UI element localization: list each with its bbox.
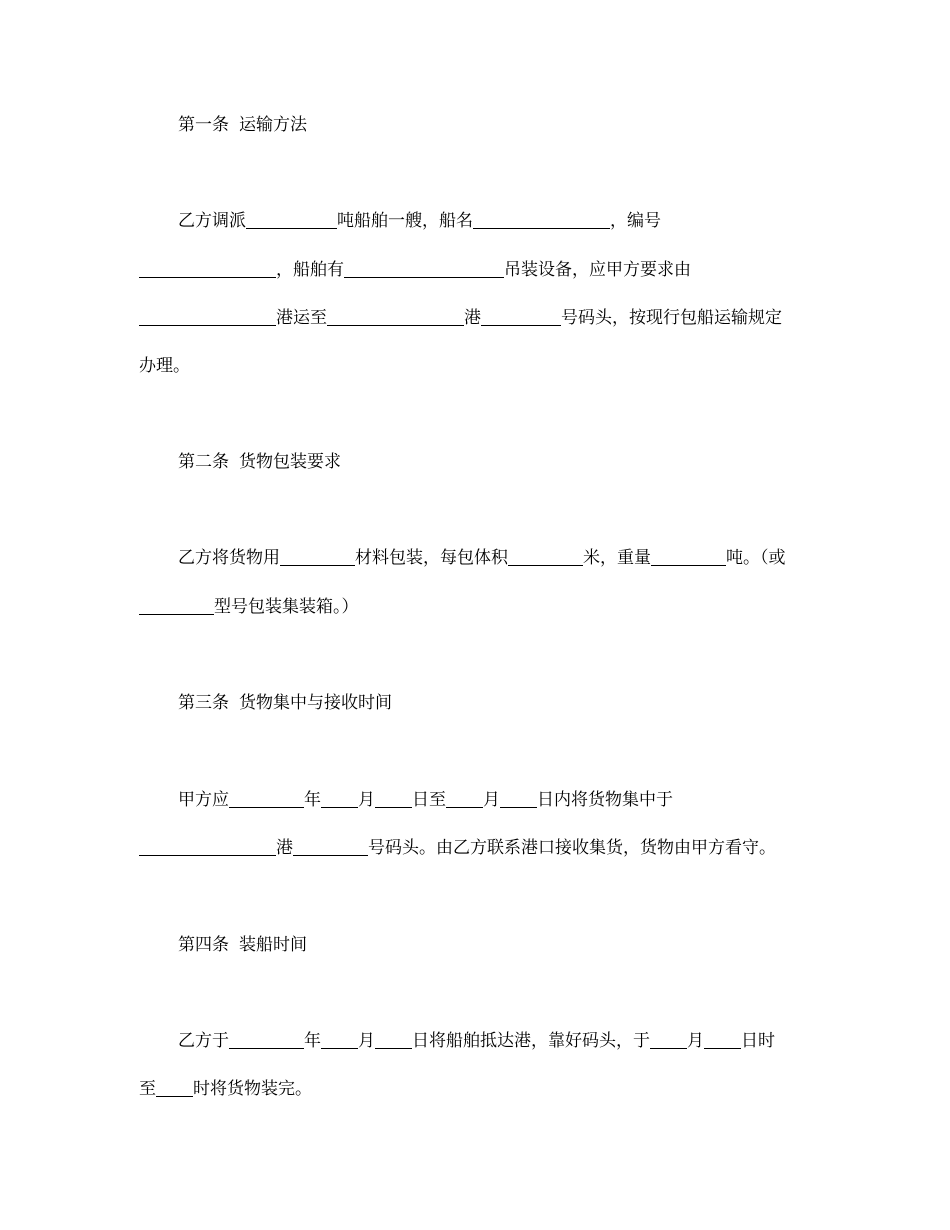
ship-number-blank[interactable] [139, 260, 276, 278]
text-segment: 至 [139, 1079, 156, 1099]
text-segment: 型号包装集装箱。） [214, 597, 359, 617]
package-weight-blank[interactable] [651, 548, 726, 566]
hour-blank[interactable] [156, 1079, 193, 1097]
article-3-title: 货物集中与接收时间 [239, 693, 392, 713]
article-1-line-3 [139, 307, 782, 329]
text-segment: ，编号 [610, 211, 661, 231]
text-segment: 日时 [741, 1031, 775, 1051]
text-segment: 办理。 [139, 356, 190, 376]
text-segment: 吊装设备，应甲方要求由 [504, 260, 691, 280]
article-1-title: 运输方法 [239, 115, 307, 135]
text-segment: 号码头。由乙方联系港口接收集货，货物由甲方看守。 [368, 838, 776, 858]
text-segment: 月 [358, 790, 375, 810]
text-segment: 日内将货物集中于 [537, 790, 673, 810]
origin-port-blank[interactable] [139, 308, 276, 326]
text-segment: 乙方于 [178, 1031, 229, 1051]
collection-port-blank[interactable] [139, 838, 276, 856]
text-segment: 港 [464, 308, 481, 328]
tonnage-blank[interactable] [246, 211, 337, 229]
article-4-number: 第四条 [178, 935, 229, 955]
article-1-line-2 [139, 259, 691, 281]
article-3-line-2 [139, 837, 776, 859]
packing-material-blank[interactable] [280, 548, 355, 566]
month-blank[interactable] [650, 1031, 687, 1049]
collection-dock-blank[interactable] [293, 838, 368, 856]
article-2-title: 货物包装要求 [239, 452, 341, 472]
article-1-line-4 [139, 355, 190, 377]
article-1-number: 第一条 [178, 115, 229, 135]
text-segment: 日将船舶抵达港，靠好码头，于 [412, 1031, 650, 1051]
article-1-heading [178, 114, 307, 136]
article-4-line-1 [178, 1030, 775, 1052]
article-4-title: 装船时间 [239, 935, 307, 955]
day-blank[interactable] [375, 1031, 412, 1049]
month-blank[interactable] [321, 1031, 358, 1049]
month-blank[interactable] [321, 790, 358, 808]
text-segment: 港 [276, 838, 293, 858]
article-3-number: 第三条 [178, 693, 229, 713]
text-segment: 材料包装，每包体积 [355, 548, 508, 568]
text-segment: 乙方将货物用 [178, 548, 280, 568]
article-3-heading [178, 692, 392, 714]
month-blank[interactable] [446, 790, 483, 808]
article-2-line-2 [139, 596, 359, 618]
text-segment: 港运至 [276, 308, 327, 328]
article-2-heading [178, 451, 341, 473]
year-blank[interactable] [229, 790, 304, 808]
text-segment: 日至 [412, 790, 446, 810]
dock-number-blank[interactable] [481, 308, 561, 326]
year-blank[interactable] [229, 1031, 304, 1049]
text-segment: 年 [304, 790, 321, 810]
text-segment: 吨船舶一艘，船名 [337, 211, 473, 231]
text-segment: 吨。（或 [726, 548, 786, 568]
article-4-line-2 [139, 1078, 312, 1100]
article-3-line-1 [178, 789, 673, 811]
text-segment: 米，重量 [583, 548, 651, 568]
day-blank[interactable] [704, 1031, 741, 1049]
lifting-equipment-blank[interactable] [344, 260, 504, 278]
article-2-line-1 [178, 547, 786, 569]
destination-port-blank[interactable] [327, 308, 464, 326]
article-4-heading [178, 934, 307, 956]
text-segment: 年 [304, 1031, 321, 1051]
article-1-line-1 [178, 210, 661, 232]
text-segment: ，船舶有 [276, 260, 344, 280]
text-segment: 甲方应 [178, 790, 229, 810]
package-volume-blank[interactable] [508, 548, 583, 566]
ship-name-blank[interactable] [473, 211, 610, 229]
text-segment: 号码头，按现行包船运输规定 [561, 308, 782, 328]
text-segment: 乙方调派 [178, 211, 246, 231]
day-blank[interactable] [375, 790, 412, 808]
text-segment: 月 [358, 1031, 375, 1051]
text-segment: 月 [483, 790, 500, 810]
text-segment: 月 [687, 1031, 704, 1051]
text-segment: 时将货物装完。 [193, 1079, 312, 1099]
container-model-blank[interactable] [139, 597, 214, 615]
article-2-number: 第二条 [178, 452, 229, 472]
day-blank[interactable] [500, 790, 537, 808]
